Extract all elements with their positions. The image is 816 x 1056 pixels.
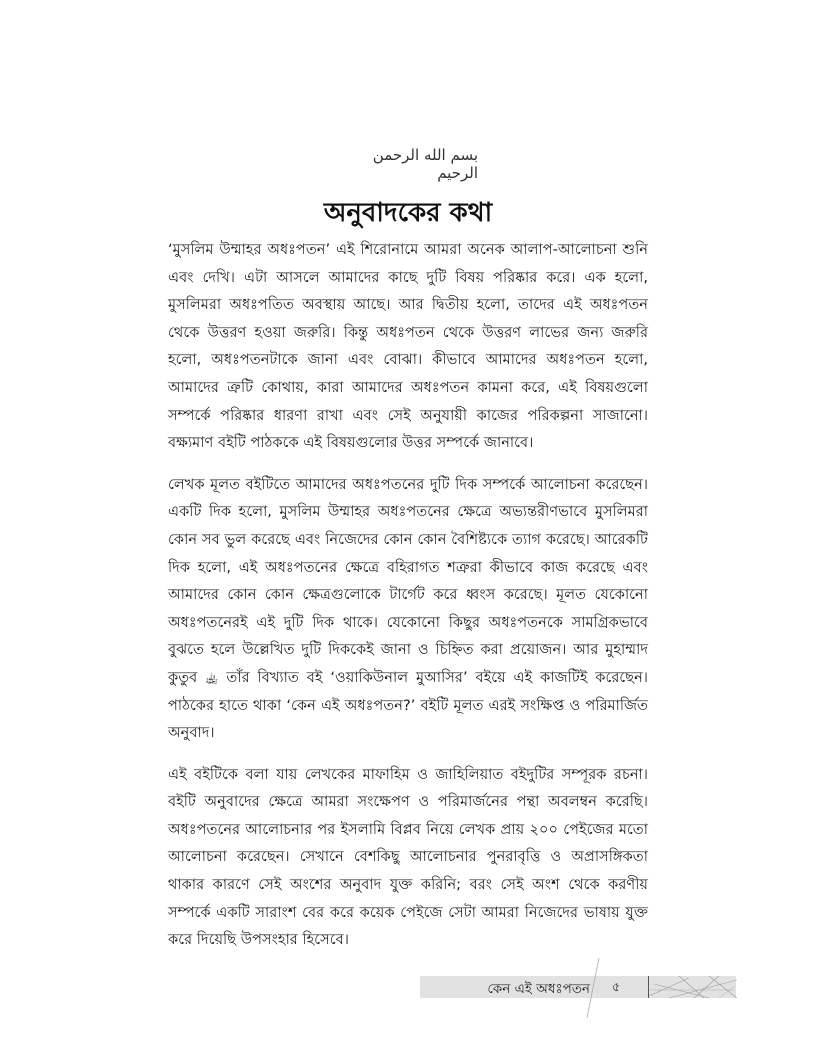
page-number: ৫ bbox=[612, 979, 621, 994]
paragraph: লেখক মূলত বইটিতে আমাদের অধঃপতনের দুটি দিক সম্পর্কে আলোচনা করেছেন। একটি দিক হলো, মুসলিম উম্মাহর অধঃপতনের ক্ষেত্রে অভ্যন্তরীণভাবে মুসলিমরা কোন সব ভুল করেছে এবং নিজেদের কোন কোন বৈশিষ্ট্যকে ত্যাগ করেছে। আরেকটি দিক হলো, এই অধঃপতনের ক্ষেত্রে বহিরাগত শত্রুরা কীভাবে কাজ করেছে এবং আমাদের কোন কোন ক্ষেত্রগুলোকে টার্গেট করে ধ্বংস করেছে। মূলত যেকোনো অধঃপতনেরই এই দুটি দিক থাকে। যেকোনো কিছুর অধঃপতনকে সামগ্রিকভাবে বুঝতে হলে উল্লেখিত দুটি দিককেই জানা ও চিহ্নিত করা প্রয়োজন। আর মুহাম্মাদ কুতুব ﵀ তাঁর বিখ্যাত বই ‘ওয়াকিউনাল মুআসির’ বইয়ে এই কাজটিই করেছেন। পাঠকের হাতে থাকা ‘কেন এই অধঃপতন?’ বইটি মূলত এরই সংক্ষিপ্ত ও পরিমার্জিত অনুবাদ। bbox=[168, 475, 648, 742]
page-title: অনুবাদকের কথা bbox=[323, 198, 493, 228]
geometric-lines-pattern-icon bbox=[649, 976, 737, 998]
paragraph: ‘মুসলিম উম্মাহর অধঃপতন’ এই শিরোনামে আমরা অনেক আলাপ-আলোচনা শুনি এবং দেখি। এটা আসলে আমাদের কাছে দুটি বিষয় পরিষ্কার করে। এক হলো, মুসলিমরা অধঃপতিত অবস্থায় আছে। আর দ্বিতীয় হলো, তাদের এই অধঃপতন থেকে উত্তরণ হওয়া জরুরি। কিন্তু অধঃপতন থেকে উত্তরণ লাভের জন্য জরুরি হলো, অধঃপতনটাকে জানা এবং বোঝা। কীভাবে আমাদের অধঃপতন হলো, আমাদের ত্রুটি কোথায়, কারা আমাদের অধঃপতন কামনা করে, এই বিষয়গুলো সম্পর্কে পরিষ্কার ধারণা রাখা এবং সেই অনুযায়ী কাজের পরিকল্পনা সাজানো। বক্ষ্যমাণ বইটি পাঠককে এই বিষয়গুলোর উত্তর সম্পর্কে জানাবে। bbox=[168, 241, 648, 452]
basmala-text: بسم الله الرحمن الرحيم bbox=[372, 146, 478, 182]
basmala-calligraphy-icon bbox=[338, 146, 478, 182]
footer-slash-line-icon bbox=[586, 958, 600, 1018]
footer-book-title: কেন এই অধঃপতন bbox=[487, 981, 590, 997]
body-text bbox=[168, 236, 648, 968]
paragraph: এই বইটিকে বলা যায় লেখকের মাফাহিম ও জাহিলিয়াত বইদুটির সম্পূরক রচনা। বইটি অনুবাদের ক্ষেত্রে আমরা সংক্ষেপণ ও পরিমার্জনের পন্থা অবলম্বন করেছি। অধঃপতনের আলোচনার পর ইসলামি বিপ্লব নিয়ে লেখক প্রায় ২০০ পেইজের মতো আলোচনা করেছেন। সেখানে বেশকিছু আলোচনার পুনরাবৃত্তি ও অপ্রাসঙ্গিকতা থাকার কারণে সেই অংশের অনুবাদ যুক্ত করিনি; বরং সেই অংশ থেকে করণীয় সম্পর্কে একটি সারাংশ বের করে কয়েক পেইজে সেটা আমরা নিজেদের ভাষায় যুক্ত করে দিয়েছি উপসংহার হিসেবে। bbox=[168, 765, 648, 949]
